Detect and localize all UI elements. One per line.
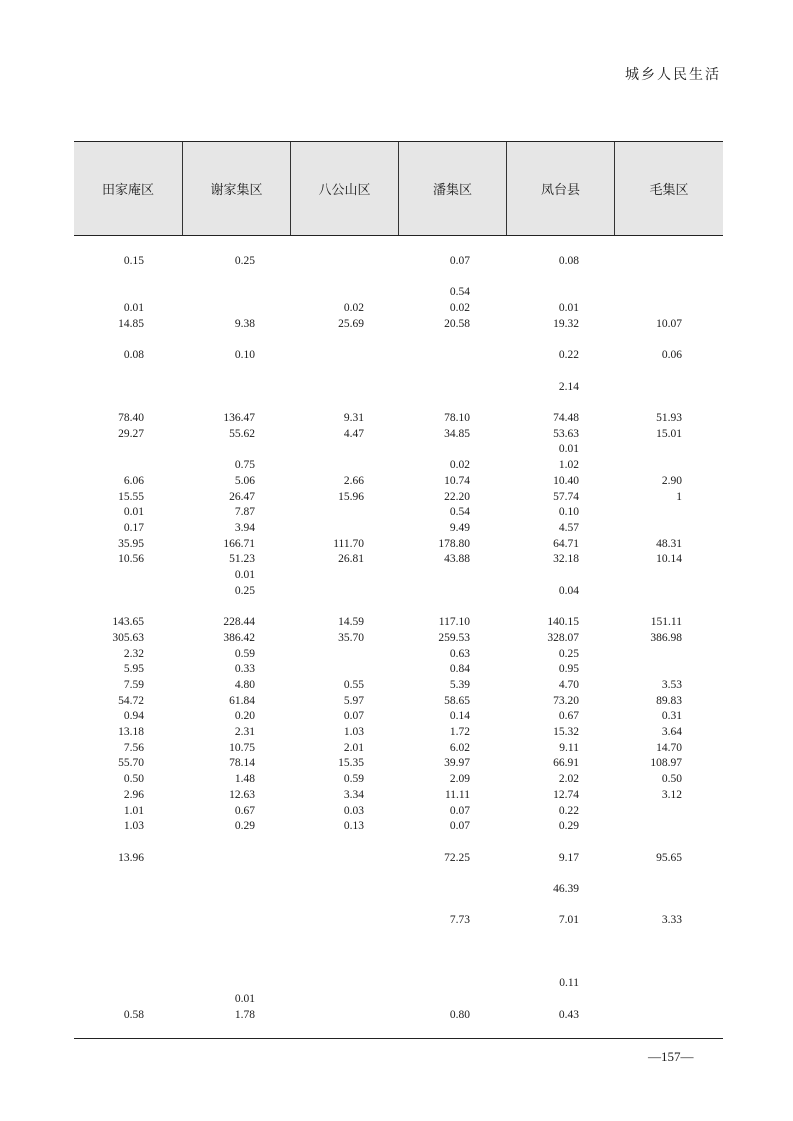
table-row	[74, 599, 723, 614]
table-row	[74, 725, 723, 740]
table-cell: 0.33	[234, 663, 255, 676]
table-cell: 39.97	[444, 757, 470, 770]
table-row	[74, 631, 723, 646]
table-cell: 0.67	[234, 804, 255, 817]
table-cell: 0.55	[343, 678, 364, 691]
table-cell: 0.63	[449, 647, 470, 660]
table-row	[74, 772, 723, 787]
table-cell: 15.32	[553, 726, 579, 738]
table-row	[74, 961, 723, 976]
table-cell: 0.75	[234, 459, 255, 472]
table-cell: 0.67	[558, 710, 579, 723]
table-cell: 166.71	[223, 537, 255, 550]
table-cell: 9.31	[343, 412, 364, 424]
table-cell: 3.64	[661, 726, 682, 738]
table-cell: 0.08	[558, 255, 579, 267]
table-cell: 0.07	[449, 255, 470, 267]
table-cell: 5.97	[343, 694, 364, 707]
table-cell: 55.62	[229, 427, 255, 440]
table-cell: 78.14	[229, 757, 255, 770]
table-cell: 0.22	[558, 804, 579, 817]
table-cell: 7.87	[234, 506, 255, 519]
table-cell: 2.14	[558, 380, 579, 393]
table-cell: 35.70	[338, 631, 364, 644]
table-row	[74, 1008, 723, 1023]
table-cell: 89.83	[656, 694, 682, 707]
table-row	[74, 584, 723, 599]
table-row	[74, 756, 723, 771]
table-cell: 5.06	[234, 474, 255, 487]
column-header: 毛集区	[614, 142, 723, 235]
table-row	[74, 505, 723, 520]
table-cell: 0.15	[123, 255, 144, 267]
table-cell: 2.32	[123, 647, 144, 660]
table-cell: 259.53	[438, 631, 470, 644]
table-cell: 151.11	[650, 616, 682, 629]
table-cell: 0.07	[449, 804, 470, 817]
table-cell: 74.48	[553, 412, 579, 424]
table-cell: 0.01	[234, 569, 255, 581]
table-cell: 0.25	[234, 584, 255, 597]
table-cell: 0.08	[123, 349, 144, 362]
table-cell: 73.20	[553, 694, 579, 707]
table-cell: 0.01	[123, 302, 144, 315]
table-cell: 0.10	[558, 506, 579, 519]
table-row	[74, 458, 723, 473]
table-cell: 1.03	[123, 820, 144, 833]
table-row	[74, 427, 723, 442]
table-cell: 0.06	[661, 349, 682, 362]
table-cell: 10.14	[656, 553, 682, 566]
table-cell: 0.59	[234, 647, 255, 660]
table-cell: 2.96	[123, 788, 144, 801]
table-cell: 11.11	[444, 788, 470, 801]
table-cell: 0.50	[123, 773, 144, 786]
table-row	[74, 395, 723, 410]
table-row	[74, 552, 723, 567]
table-cell: 0.59	[343, 773, 364, 786]
running-head: 城乡人民生活	[625, 67, 721, 83]
table-cell: 78.40	[118, 412, 144, 424]
table-cell: 0.04	[558, 584, 579, 597]
table-cell: 0.02	[343, 302, 364, 315]
table-cell: 9.11	[559, 741, 579, 754]
table-row	[74, 678, 723, 693]
table-cell: 0.01	[558, 302, 579, 315]
table-cell: 7.59	[123, 678, 144, 691]
table-row	[74, 254, 723, 269]
table-cell: 0.03	[343, 804, 364, 817]
table-row	[74, 788, 723, 803]
table-cell: 72.25	[444, 851, 470, 864]
table-cell: 0.02	[449, 302, 470, 315]
table-cell: 3.33	[661, 914, 682, 927]
table-row	[74, 301, 723, 316]
table-row	[74, 976, 723, 991]
page-number: —157—	[648, 1049, 694, 1064]
table-cell: 25.69	[338, 317, 364, 330]
table-row	[74, 442, 723, 457]
table-row	[74, 741, 723, 756]
column-header: 潘集区	[398, 142, 506, 235]
table-cell: 53.63	[553, 427, 579, 440]
table-cell: 0.25	[558, 647, 579, 660]
table-cell: 10.40	[553, 474, 579, 487]
table-cell: 9.38	[234, 317, 255, 330]
table-cell: 6.02	[449, 741, 470, 754]
table-cell: 3.12	[661, 788, 682, 801]
table-row	[74, 270, 723, 285]
table-row	[74, 647, 723, 662]
table-cell: 12.63	[229, 788, 255, 801]
table-cell: 2.01	[343, 741, 364, 754]
table-cell: 4.80	[234, 678, 255, 691]
table-cell: 0.01	[558, 443, 579, 456]
table-row	[74, 929, 723, 944]
table-cell: 0.58	[123, 1008, 144, 1021]
table-row	[74, 882, 723, 897]
table-cell: 0.07	[449, 820, 470, 833]
table-cell: 328.07	[547, 631, 579, 644]
table-cell: 48.31	[656, 537, 682, 550]
table-cell: 20.58	[444, 317, 470, 330]
table-row	[74, 333, 723, 348]
table-cell: 4.47	[343, 427, 364, 440]
table-cell: 3.53	[661, 678, 682, 691]
table-cell: 35.95	[118, 537, 144, 550]
table-cell: 32.18	[553, 553, 579, 566]
table-cell: 1.48	[234, 773, 255, 786]
table-cell: 140.15	[547, 616, 579, 629]
table-cell: 0.80	[449, 1008, 470, 1021]
table-cell: 178.80	[438, 537, 470, 550]
table-cell: 51.23	[229, 553, 255, 566]
table-cell: 10.75	[229, 741, 255, 754]
table-cell: 15.35	[338, 757, 364, 770]
table-cell: 34.85	[444, 427, 470, 440]
table-cell: 0.94	[123, 710, 144, 723]
table-row	[74, 537, 723, 552]
table-row	[74, 380, 723, 395]
table-cell: 10.74	[444, 474, 470, 487]
table-cell: 0.29	[234, 820, 255, 833]
table-cell: 0.50	[661, 773, 682, 786]
table-cell: 0.14	[449, 710, 470, 723]
table-row	[74, 411, 723, 426]
bottom-rule	[74, 1038, 723, 1039]
table-cell: 7.73	[449, 914, 470, 927]
table-cell: 1	[676, 490, 682, 503]
table-cell: 2.31	[234, 726, 255, 738]
table-cell: 0.84	[449, 663, 470, 676]
table-cell: 0.43	[558, 1008, 579, 1021]
table-row	[74, 521, 723, 536]
table-cell: 136.47	[223, 412, 255, 424]
table-row	[74, 285, 723, 300]
table-cell: 305.63	[112, 631, 144, 644]
table-cell: 0.29	[558, 820, 579, 833]
table-cell: 386.42	[223, 631, 255, 644]
table-cell: 0.95	[558, 663, 579, 676]
table-cell: 3.34	[343, 788, 364, 801]
table-row	[74, 866, 723, 881]
table-cell: 7.56	[123, 741, 144, 754]
table-row	[74, 694, 723, 709]
table-cell: 0.07	[343, 710, 364, 723]
table-cell: 0.31	[661, 710, 682, 723]
table-cell: 117.10	[438, 616, 470, 629]
table-cell: 0.17	[123, 521, 144, 534]
table-row	[74, 364, 723, 379]
table-cell: 26.81	[338, 553, 364, 566]
table-cell: 78.10	[444, 412, 470, 424]
table-cell: 0.22	[558, 349, 579, 362]
table-row	[74, 804, 723, 819]
table-cell: 26.47	[229, 490, 255, 503]
table-cell: 15.01	[656, 427, 682, 440]
table-row	[74, 348, 723, 363]
table-cell: 0.20	[234, 710, 255, 723]
table-cell: 13.96	[118, 851, 144, 864]
table-cell: 10.07	[656, 317, 682, 330]
column-header: 凤台县	[506, 142, 614, 235]
table-cell: 0.01	[234, 992, 255, 1005]
table-row	[74, 819, 723, 834]
table-cell: 13.18	[118, 726, 144, 738]
table-cell: 3.94	[234, 521, 255, 534]
table-cell: 2.02	[558, 773, 579, 786]
table-row	[74, 709, 723, 724]
table-cell: 228.44	[223, 616, 255, 629]
table-cell: 15.55	[118, 490, 144, 503]
table-cell: 108.97	[650, 757, 682, 770]
table-cell: 2.09	[449, 773, 470, 786]
table-row	[74, 913, 723, 928]
table-cell: 95.65	[656, 851, 682, 864]
table-cell: 386.98	[650, 631, 682, 644]
table-cell: 0.02	[449, 459, 470, 472]
table-cell: 1.02	[558, 459, 579, 472]
table-cell: 58.65	[444, 694, 470, 707]
column-header: 谢家集区	[182, 142, 290, 235]
table-cell: 0.54	[449, 506, 470, 519]
table-cell: 0.13	[343, 820, 364, 833]
table-row	[74, 490, 723, 505]
table-cell: 43.88	[444, 553, 470, 566]
table-cell: 2.66	[343, 474, 364, 487]
table-row	[74, 945, 723, 960]
table-cell: 22.20	[444, 490, 470, 503]
table-cell: 0.25	[234, 255, 255, 267]
table-cell: 111.70	[333, 537, 364, 550]
column-header: 八公山区	[290, 142, 398, 235]
table-cell: 64.71	[553, 537, 579, 550]
table-cell: 0.10	[234, 349, 255, 362]
table-cell: 143.65	[112, 616, 144, 629]
table-cell: 61.84	[229, 694, 255, 707]
table-row	[74, 317, 723, 332]
table-cell: 10.56	[118, 553, 144, 566]
table-cell: 0.11	[559, 977, 579, 990]
table-row	[74, 851, 723, 866]
table-row	[74, 662, 723, 677]
table-cell: 14.59	[338, 616, 364, 629]
table-cell: 57.74	[553, 490, 579, 503]
table-cell: 15.96	[338, 490, 364, 503]
table-row	[74, 568, 723, 583]
table-cell: 5.39	[449, 678, 470, 691]
table-row	[74, 474, 723, 489]
table-cell: 14.70	[656, 741, 682, 754]
table-cell: 55.70	[118, 757, 144, 770]
table-cell: 4.57	[558, 521, 579, 534]
table-header	[74, 141, 723, 236]
table-cell: 1.78	[234, 1008, 255, 1021]
table-row	[74, 992, 723, 1007]
table-cell: 5.95	[123, 663, 144, 676]
table-cell: 19.32	[553, 317, 579, 330]
table-row	[74, 615, 723, 630]
table-cell: 54.72	[118, 694, 144, 707]
table-cell: 29.27	[118, 427, 144, 440]
table-cell: 1.03	[343, 726, 364, 738]
table-row	[74, 898, 723, 913]
table-cell: 1.01	[123, 804, 144, 817]
table-cell: 2.90	[661, 474, 682, 487]
table-cell: 51.93	[656, 412, 682, 424]
table-cell: 12.74	[553, 788, 579, 801]
table-cell: 7.01	[558, 914, 579, 927]
table-cell: 1.72	[449, 726, 470, 738]
table-cell: 6.06	[123, 474, 144, 487]
table-cell: 4.70	[558, 678, 579, 691]
table-cell: 66.91	[553, 757, 579, 770]
table-cell: 0.01	[123, 506, 144, 519]
table-cell: 0.54	[449, 286, 470, 299]
table-cell: 9.49	[449, 521, 470, 534]
column-header: 田家庵区	[101, 183, 154, 198]
table-row	[74, 835, 723, 850]
table-cell: 14.85	[118, 317, 144, 330]
table-cell: 46.39	[553, 883, 579, 895]
table-cell: 9.17	[558, 851, 579, 864]
